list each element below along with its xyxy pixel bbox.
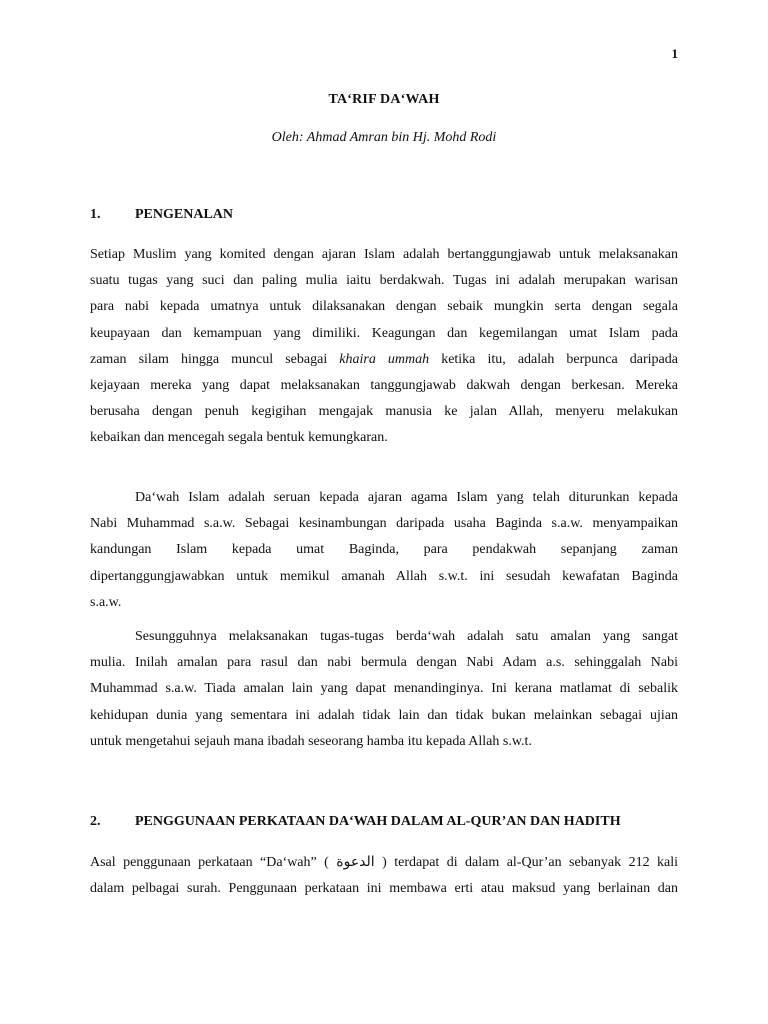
arabic-word-dawah: الدعوة: [336, 854, 375, 870]
paragraph-line: mulia. Inilah amalan para rasul dan nabi bermula dengan Nabi Adam a.s. sehinggalah Nabi: [90, 655, 678, 671]
text-run: ) terdapat di dalam al-Qur’an sebanyak 212 kali: [374, 855, 678, 870]
paragraph-line: Setiap Muslim yang komited dengan ajaran Islam adalah bertanggungjawab untuk melaksanakan: [90, 247, 678, 262]
paragraph-line: s.a.w.: [90, 594, 122, 610]
paragraph-line-with-italic: [90, 347, 678, 373]
paragraph-line: kejayaan mereka yang dapat melaksanakan tanggungjawab dakwah dengan berkesan. Mereka: [90, 378, 678, 394]
paragraph-line: kandungan Islam kepada umat Baginda, para pendakwah sepanjang zaman: [90, 542, 678, 558]
section-1-paragraph-2: [90, 485, 678, 616]
paragraph-line: para nabi kepada umatnya untuk dilaksanakan dengan sebaik mungkin serta dengan segala: [90, 299, 678, 315]
paragraph-line: keupayaan dan kemampuan yang dimiliki. Keagungan dan kegemilangan umat Islam pada: [90, 325, 678, 341]
paragraph-line: kehidupan dunia yang sementara ini adalah tidak lain dan tidak bukan melainkan sebagai ujian: [90, 707, 678, 723]
section-2-paragraph-1: [90, 849, 678, 902]
paragraph-line: Sesungguhnya melaksanakan tugas-tugas berda‘wah adalah satu amalan yang sangat: [135, 629, 678, 644]
paragraph-line-with-arabic: [90, 849, 678, 876]
italic-term-khaira-ummah: khaira ummah: [339, 351, 430, 367]
text-run: zaman silam hingga muncul sebagai: [90, 351, 340, 367]
paragraph-line: Nabi Muhammad s.a.w. Sebagai kesinambungan daripada usaha Baginda s.a.w. menyampaikan: [90, 516, 678, 532]
paragraph-line: dalam pelbagai surah. Penggunaan perkataan ini membawa erti atau maksud yang berlainan dan: [90, 881, 678, 897]
text-run: Asal penggunaan perkataan “Da‘wah” (: [90, 855, 337, 870]
paragraph-line: untuk mengetahui sejauh mana ibadah seseorang hamba itu kepada Allah s.w.t.: [90, 733, 532, 749]
paragraph-line: kebaikan dan mencegah segala bentuk kemungkaran.: [90, 430, 388, 446]
page-number: 1: [671, 46, 678, 61]
paragraph-line: suatu tugas yang suci dan paling mulia iaitu berdakwah. Tugas ini adalah merupakan warisan: [90, 273, 678, 289]
text-run: ketika itu, adalah berpunca daripada: [429, 351, 678, 367]
section-2-title: PENGGUNAAN PERKATAAN DA‘WAH DALAM AL-QUR’AN DAN HADITH: [135, 814, 621, 829]
section-1-title: PENGENALAN: [135, 207, 234, 222]
paragraph-line: Muhammad s.a.w. Tiada amalan lain yang dapat menandinginya. Ini kerana matlamat di sebalik: [90, 681, 678, 697]
section-2-heading: [90, 814, 621, 830]
section-1-heading: [90, 207, 233, 223]
section-1-paragraph-1: [90, 242, 678, 452]
document-title: TA‘RIF DA‘WAH: [328, 92, 440, 107]
paragraph-line: Da‘wah Islam adalah seruan kepada ajaran agama Islam yang telah diturunkan kepada: [135, 490, 678, 505]
section-1-paragraph-3: [90, 624, 678, 755]
paragraph-line: berusaha dengan penuh kegigihan mengajak manusia ke jalan Allah, menyeru melakukan: [90, 404, 678, 420]
paragraph-line: dipertanggungjawabkan untuk memikul amanah Allah s.w.t. ini sesudah kewafatan Baginda: [90, 568, 678, 584]
section-2-number: 2.: [90, 814, 101, 829]
section-1-number: 1.: [90, 207, 101, 222]
document-author: Oleh: Ahmad Amran bin Hj. Mohd Rodi: [271, 130, 497, 145]
